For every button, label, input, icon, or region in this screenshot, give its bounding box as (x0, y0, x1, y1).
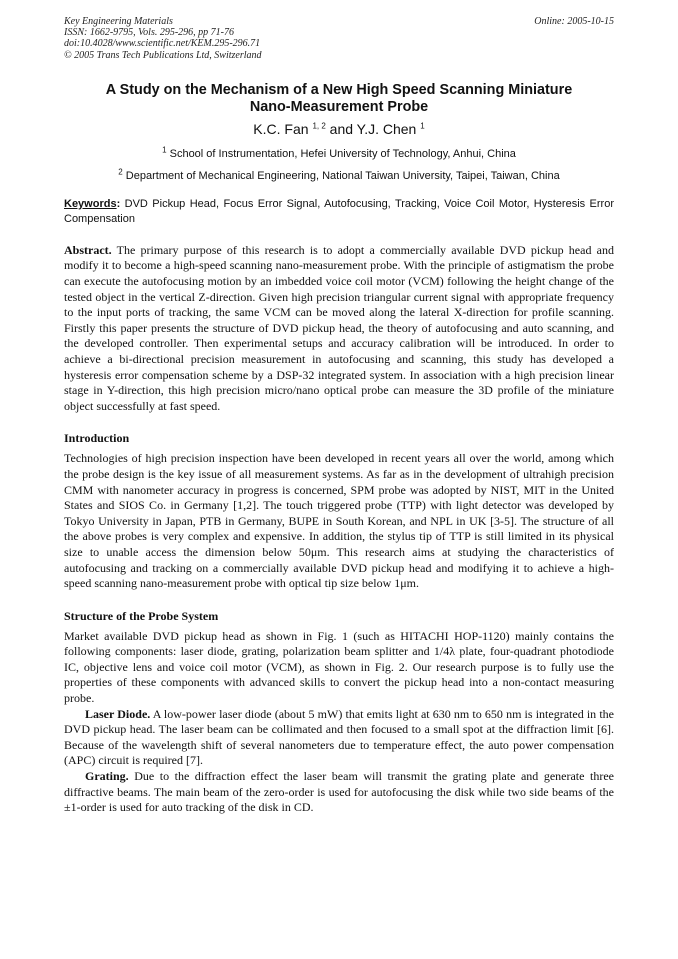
grating-text: Due to the diffraction effect the laser beam will transmit the grating plate and generate three diffractive beams. The main beam of the zero-order is used for autofocusing the disk while two side beams of the ±1-order is used for auto tracking of the disk in CD. (64, 769, 614, 815)
abstract-text: The primary purpose of this research is to adopt a commercially available DVD pickup head and modify it to become a high-speed scanning nano-measurement probe. With the principle of astigmatism the probe can execute the autofocusing motion by an imbedded voice coil motor (VCM) following the height change of the tested object in the vertical Z-direction. Given high precision triangular current signal with appropriate frequency to the input ports of tracking, the same VCM can be moved along the lateral X-direction for profile scanning. Firstly this paper presents the structure of DVD pickup head, the theory of autofocusing and auto scanning, and the developed controller. Then experimental setups and accuracy calibration will be introduced. In order to achieve a bi-directional precision measurement in autofocusing and scanning, this study has developed a hysteresis error compensation scheme by a DSP-32 integrated system. In association with a high precision linear stage in Y-direction, this high precision micro/nano optical probe can measure the 3D profile of the miniature object successfully at fast speed. (64, 242, 614, 413)
author-2-affil-mark: 1 (420, 121, 425, 131)
copyright-line: © 2005 Trans Tech Publications Ltd, Switzerland (64, 49, 262, 61)
affiliation-1-mark: 1 (162, 145, 167, 155)
doi-line: doi:10.4028/www.scientific.net/KEM.295-296.71 (64, 38, 261, 50)
abstract (64, 243, 614, 415)
laser-diode-text: A low-power laser diode (about 5 mW) that emits light at 630 nm to 650 nm is integrated in the DVD pickup head. The laser beam can be collimated and then focused to a small spot at the diffraction limit [6]. Because of the wavelength shift of several nanometers due to temperature effect, the auto power compensation (APC) circuit is required [7]. (64, 706, 615, 768)
journal-name: Key Engineering Materials (64, 16, 173, 27)
grating-paragraph (64, 769, 614, 816)
introduction-text: Technologies of high precision inspection have been developed in recent years all over the world, among which the probe design is the key issue of all measurement systems. As far as in the development of ultrahigh precision CMM with nanometer accuracy in progress is concerned, SPM probe was adopted by NIST, MIT in the United States and SIOS Co. in Germany [1,2]. The touch triggered probe (TTP) with light detector was developed by Tokyo University in Japan, PTB in Germany, BUPE in South Korean, and NPL in UK [3-5]. The structure of all the above probes is very complex and expensive. In addition, the stylus tip of TTP is still limited in its physical size to unable access the dimension below 50μm. This research aims at studying the characteristics of autofocusing and tracking on a commercially available DVD pickup head and modifying it to achieve a high-speed scanning nano-measurement probe with optical tip size below 1μm. (64, 451, 614, 591)
affiliation-1-text: School of Instrumentation, Hefei University of Technology, Anhui, China (169, 147, 516, 160)
keywords-colon: : (116, 197, 121, 210)
affiliation-1 (64, 147, 614, 161)
structure-intro-text: Market available DVD pickup head as shown in Fig. 1 (such as HITACHI HOP-1120) mainly contains the following components: laser diode, grating, polarization beam splitter and 1/4λ plate, four-quadrant photodiode IC, objective lens and voice coil motor (VCM), as shown in Fig. 2. Our research purpose is to fully use the properties of these components with advanced skills to convert the pickup head into a non-contact measuring probe. (64, 628, 614, 706)
keywords (64, 197, 614, 227)
journal-header (64, 16, 614, 61)
affiliation-2 (64, 169, 614, 183)
affiliation-2-mark: 2 (118, 167, 123, 177)
issn-line: ISSN: 1662-9795, Vols. 295-296, pp 71-76 (64, 27, 234, 39)
paper-title (64, 82, 614, 116)
author-list (64, 121, 614, 137)
keywords-text: DVD Pickup Head, Focus Error Signal, Autofocusing, Tracking, Voice Coil Motor, Hysteresis Error Compensation (64, 197, 614, 225)
affiliation-2-text: Department of Mechanical Engineering, National Taiwan University, Taipei, Taiwan, China (125, 169, 560, 182)
laser-diode-paragraph (64, 707, 614, 769)
structure-heading: Structure of the Probe System (64, 608, 219, 623)
author-conjunction: and (325, 120, 357, 137)
paper-page (64, 16, 614, 816)
author-1-affil-mark: 1, 2 (312, 121, 326, 131)
keywords-label: Keywords (64, 197, 117, 210)
laser-diode-label: Laser Diode. (85, 706, 151, 721)
author-2: Y.J. Chen (356, 120, 417, 137)
title-line-1: A Study on the Mechanism of a New High Speed Scanning Miniature (105, 81, 573, 98)
title-line-2: Nano-Measurement Probe (249, 98, 429, 115)
online-date: Online: 2005-10-15 (534, 16, 614, 27)
introduction-heading: Introduction (64, 431, 130, 446)
grating-label: Grating. (85, 769, 129, 784)
abstract-label: Abstract. (64, 242, 112, 257)
author-1: K.C. Fan (253, 120, 309, 137)
